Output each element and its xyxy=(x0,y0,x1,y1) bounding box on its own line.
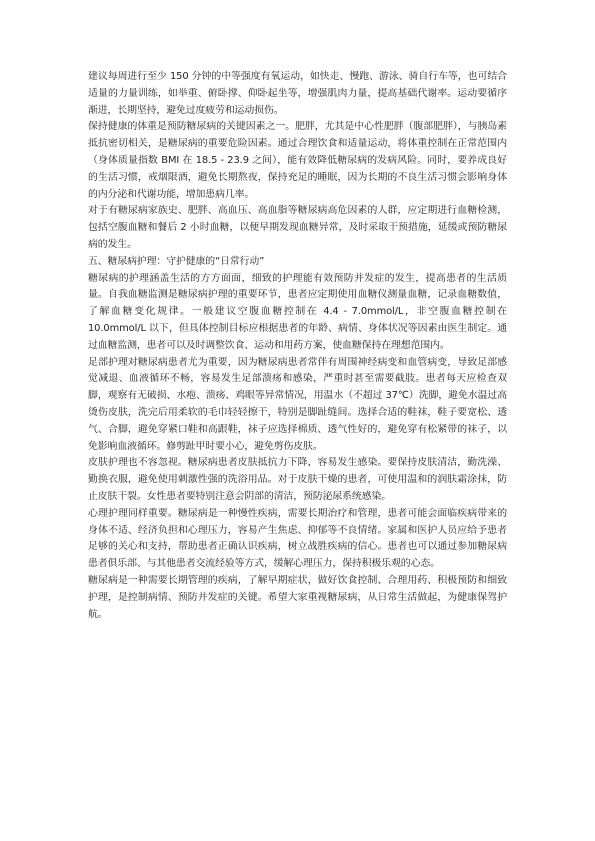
paragraph-glucose-monitoring: 糖尿病的护理涵盖生活的方方面面，细致的护理能有效预防并发症的发生，提高患者的生活质量。自我血糖监测是糖尿病护理的重要环节，患者应定期使用血糖仪测量血糖，记录血糖数值，了解血糖变化规律。一般建议空腹血糖控制在 4.4 - 7.0mmol/L，非空腹血糖控制在 10.0mmol/L 以下，但具体控制目标应根据患者的年龄、病情、身体状况等因素由医生制定。通过血糖监测，患者可以及时调整饮食、运动和用药方案，使血糖保持在理想范围内。 xyxy=(88,272,507,351)
paragraph-psychological-care: 心理护理同样重要。糖尿病是一种慢性疾病，需要长期治疗和管理，患者可能会面临疾病带来的身体不适、经济负担和心理压力，容易产生焦虑、抑郁等不良情绪。家属和医护人员应给予患者足够的关心和支持，帮助患者正确认识疾病，树立战胜疾病的信心。患者也可以通过参加糖尿病患者俱乐部、与其他患者交流经验等方式，缓解心理压力，保持积极乐观的心态。 xyxy=(88,507,507,570)
paragraph-conclusion: 糖尿病是一种需要长期管理的疾病，了解早期症状，做好饮食控制、合理用药、积极预防和细致护理，是控制病情、预防并发症的关键。希望大家重视糖尿病，从日常生活做起，为健康保驾护航。 xyxy=(88,574,507,620)
paragraph-weight: 保持健康的体重是预防糖尿病的关键因素之一。肥胖，尤其是中心性肥胖（腹部肥胖），与胰岛素抵抗密切相关，是糖尿病的重要危险因素。通过合理饮食和适量运动，将体重控制在正常范围内（身体质量指数 BMI 在 18.5 - 23.9 之间），能有效降低糖尿病的发病风险。同时，要养成良好的生活习惯，戒烟限酒，避免长期熬夜，保持充足的睡眠，因为长期的不良生活习惯会影响身体的内分泌和代谢功能，增加患病几率。 xyxy=(88,121,507,200)
section-heading: 五、糖尿病护理：守护健康的“日常行动” xyxy=(88,255,265,267)
paragraph-exercise: 建议每周进行至少 150 分钟的中等强度有氧运动，如快走、慢跑、游泳、骑自行车等，也可结合适量的力量训练，如举重、俯卧撑、仰卧起坐等，增强肌肉力量，提高基础代谢率。运动要循序渐进，长期坚持，避免过度疲劳和运动损伤。 xyxy=(88,71,507,116)
paragraph-foot-care: 足部护理对糖尿病患者尤为重要，因为糖尿病患者常伴有周围神经病变和血管病变，导致足部感觉减退、血液循环不畅，容易发生足部溃疡和感染，严重时甚至需要截肢。患者每天应检查双脚，观察有无破损、水疱、溃疡、鸡眼等异常情况，用温水（不超过 37℃）洗脚，避免水温过高烫伤皮肤，洗完后用柔软的毛巾轻轻擦干，特别是脚趾缝间。选择合适的鞋袜，鞋子要宽松、透气、合脚，避免穿紧口鞋和高跟鞋，袜子应选择棉质、透气性好的，避免穿有松紧带的袜子，以免影响血液循环。修剪趾甲时要小心，避免剪伤皮肤。 xyxy=(88,356,507,452)
document-body xyxy=(88,69,507,623)
paragraph-skin-care: 皮肤护理也不容忽视。糖尿病患者皮肤抵抗力下降，容易发生感染。要保持皮肤清洁，勤洗澡、勤换衣服，避免使用刺激性强的洗浴用品。对于皮肤干燥的患者，可使用温和的润肤霜涂抹，防止皮肤干裂。女性患者要特别注意会阴部的清洁，预防泌尿系统感染。 xyxy=(88,457,507,502)
paragraph-screening: 对于有糖尿病家族史、肥胖、高血压、高血脂等糖尿病高危因素的人群，应定期进行血糖检测，包括空腹血糖和餐后 2 小时血糖，以便早期发现血糖异常，及时采取干预措施，延缓或预防糖尿病的发生。 xyxy=(88,205,507,250)
